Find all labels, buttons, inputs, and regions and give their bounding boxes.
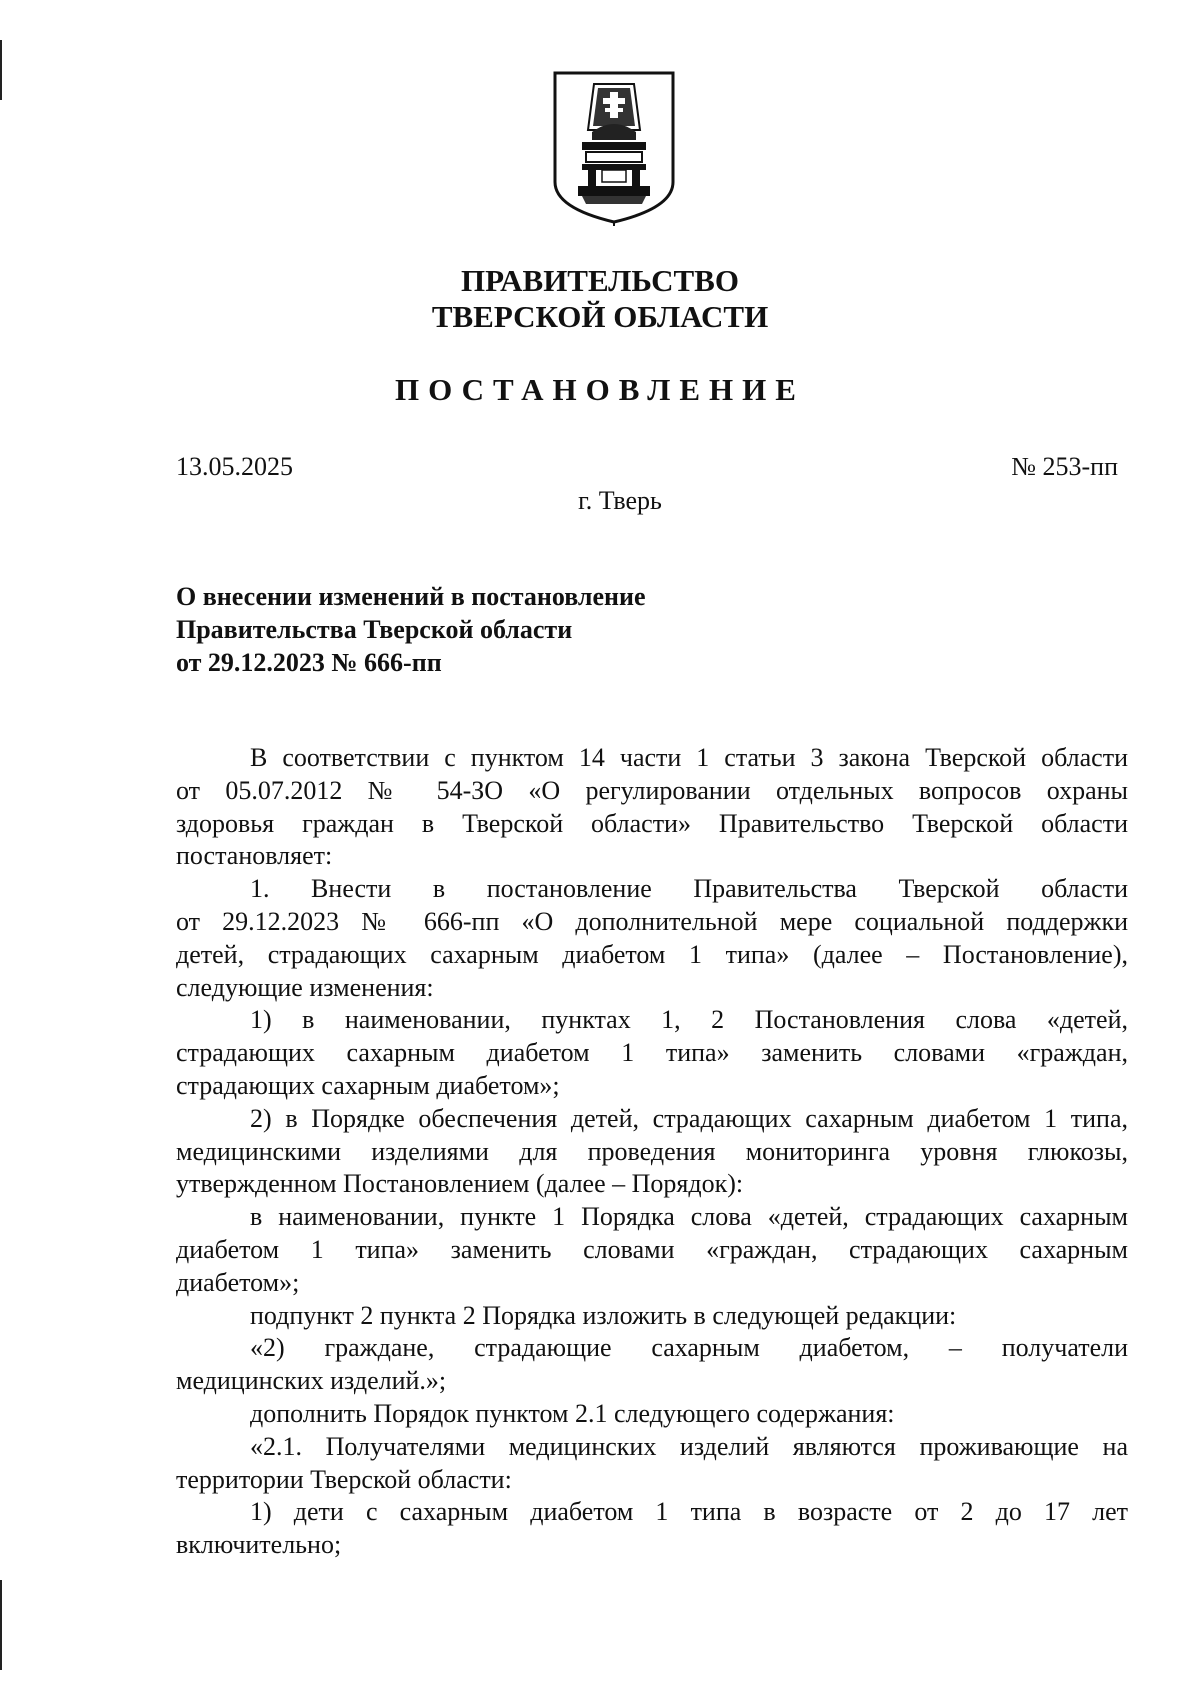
body-line: от 29.12.2023 № 666-пп «О дополнительной мере социальной поддержки [176, 906, 1128, 936]
scan-edge-line [0, 40, 2, 100]
document-date: 13.05.2025 [176, 452, 293, 481]
body-line: 1) в наименовании, пунктах 1, 2 Постановления слова «детей, [250, 1005, 1128, 1035]
body-line: утвержденном Постановлением (далее – Порядок): [176, 1169, 744, 1199]
document-type-title: ПОСТАНОВЛЕНИЕ [395, 372, 805, 407]
document-subject [176, 580, 646, 679]
subject-line: от 29.12.2023 № 666-пп [176, 648, 442, 677]
body-line: подпункт 2 пункта 2 Порядка изложить в следующей редакции: [250, 1300, 957, 1330]
body-line: здоровья граждан в Тверской области» Правительство Тверской области [176, 808, 1128, 838]
document-body [176, 742, 1128, 1562]
organization-name-line1: ПРАВИТЕЛЬСТВО [461, 263, 739, 298]
body-line: медицинских изделий.»; [176, 1366, 447, 1396]
document-city: г. Тверь [578, 486, 662, 515]
scan-edge-line [0, 1580, 2, 1670]
body-line: в наименовании, пункте 1 Порядка слова «детей, страдающих сахарным [250, 1202, 1128, 1232]
body-line: страдающих сахарным диабетом 1 типа» заменить словами «граждан, [176, 1038, 1128, 1068]
body-line: диабетом 1 типа» заменить словами «граждан, страдающих сахарным [176, 1234, 1128, 1264]
body-line: постановляет: [176, 841, 333, 871]
document-number: № 253-пп [1011, 452, 1118, 481]
subject-line: О внесении изменений в постановление [176, 582, 646, 611]
body-line: 1) дети с сахарным диабетом 1 типа в возрасте от 2 до 17 лет [250, 1497, 1128, 1527]
body-line: медицинскими изделиями для проведения мониторинга уровня глюкозы, [176, 1136, 1128, 1166]
body-line: дополнить Порядок пунктом 2.1 следующего содержания: [250, 1398, 895, 1428]
body-line: следующие изменения: [176, 972, 434, 1002]
coat-of-arms-emblem [552, 70, 676, 226]
body-line: «2) граждане, страдающие сахарным диабетом, – получатели [250, 1333, 1128, 1363]
body-line: «2.1. Получателями медицинских изделий являются проживающие на [250, 1431, 1128, 1461]
body-line: страдающих сахарным диабетом»; [176, 1070, 560, 1100]
body-line: от 05.07.2012 № 54-ЗО «О регулировании отдельных вопросов охраны [176, 775, 1128, 805]
organization-name-line2: ТВЕРСКОЙ ОБЛАСТИ [431, 299, 769, 334]
body-line: 1. Внести в постановление Правительства Тверской области [250, 874, 1128, 904]
body-line: детей, страдающих сахарным диабетом 1 типа» (далее – Постановление), [176, 939, 1128, 969]
subject-line: Правительства Тверской области [176, 615, 573, 644]
body-line: включительно; [176, 1530, 342, 1560]
body-line: территории Тверской области: [176, 1464, 512, 1494]
body-line: 2) в Порядке обеспечения детей, страдающих сахарным диабетом 1 типа, [250, 1103, 1128, 1133]
body-line: диабетом»; [176, 1267, 300, 1297]
body-line: В соответствии с пунктом 14 части 1 статьи 3 закона Тверской области [250, 743, 1128, 772]
